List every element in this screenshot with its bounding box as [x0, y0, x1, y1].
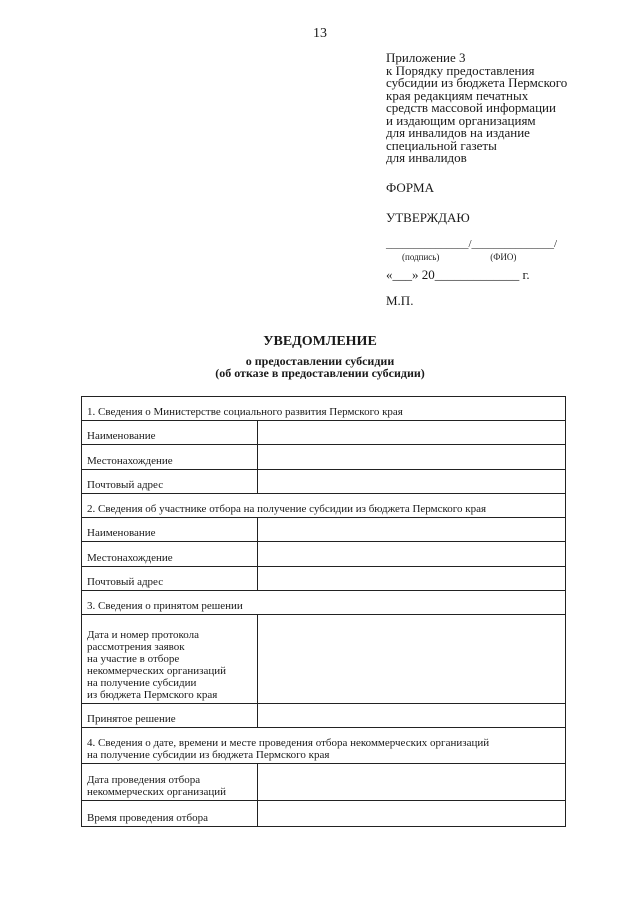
name-caption: (ФИО) [490, 252, 517, 262]
page-number: 13 [313, 26, 327, 41]
appendix-line: и издающим организациям [386, 112, 536, 128]
label-line: некоммерческих организаций [87, 665, 226, 677]
signature-caption: (подпись) [402, 252, 440, 262]
label-line: из бюджета Пермского края [87, 689, 218, 701]
field-value[interactable] [258, 764, 566, 801]
table-row [82, 615, 566, 704]
appendix-line: Приложение 3 [386, 50, 466, 65]
section-header: 3. Сведения о принятом решении [82, 591, 566, 615]
table-row [82, 542, 566, 567]
field-label: Наименование [82, 518, 258, 542]
approve-label: УТВЕРЖДАЮ [386, 210, 470, 225]
appendix-line: специальной газеты [386, 137, 497, 153]
signature-labels [402, 252, 516, 262]
label-line: рассмотрения заявок [87, 641, 185, 653]
date-line: «___» 20_____________ г. [386, 267, 530, 282]
field-value[interactable] [258, 445, 566, 470]
field-value[interactable] [258, 801, 566, 827]
field-label: Время проведения отбора [82, 801, 258, 827]
document-title: УВЕДОМЛЕНИЕ [263, 334, 377, 349]
field-value[interactable] [258, 470, 566, 494]
section-header: 1. Сведения о Министерстве социального развития Пермского края [82, 397, 566, 421]
field-label: Местонахождение [82, 542, 258, 567]
table-row [82, 801, 566, 827]
table-row [82, 764, 566, 801]
appendix-line: края редакциям печатных [386, 87, 529, 103]
appendix-header [386, 52, 626, 165]
appendix-line: для инвалидов [386, 150, 467, 165]
table-row [82, 470, 566, 494]
table-row [82, 728, 566, 764]
subtitle-line: о предоставлении субсидии [245, 354, 395, 368]
signature-line: _______________/_______________/ [386, 238, 558, 250]
field-value[interactable] [258, 615, 566, 704]
section-line: на получение субсидии из бюджета Пермского края [87, 749, 330, 761]
appendix-line: средств массовой информации [386, 100, 556, 115]
field-label: Почтовый адрес [82, 470, 258, 494]
table-row [82, 518, 566, 542]
table-row [82, 567, 566, 591]
notice-table [81, 396, 566, 827]
appendix-line: к Порядку предоставления [386, 62, 535, 78]
table-row [82, 494, 566, 518]
form-label: ФОРМА [386, 180, 434, 195]
label-line: на участие в отборе [87, 653, 180, 665]
field-value[interactable] [258, 421, 566, 445]
table-row [82, 421, 566, 445]
table-row [82, 591, 566, 615]
field-label: Принятое решение [82, 704, 258, 728]
field-value[interactable] [258, 542, 566, 567]
field-value[interactable] [258, 704, 566, 728]
field-label: Местонахождение [82, 445, 258, 470]
appendix-line: субсидии из бюджета Пермского [386, 75, 568, 90]
field-value[interactable] [258, 567, 566, 591]
field-label [82, 764, 258, 801]
section-header: 2. Сведения об участнике отбора на получение субсидии из бюджета Пермского края [82, 494, 566, 518]
section-header [82, 728, 566, 764]
label-line: на получение субсидии [87, 677, 197, 689]
field-label: Почтовый адрес [82, 567, 258, 591]
table-row [82, 704, 566, 728]
subtitle-line: (об отказе в предоставлении субсидии) [215, 366, 425, 380]
field-label [82, 615, 258, 704]
field-label: Наименование [82, 421, 258, 445]
section-line: 4. Сведения о дате, времени и месте проведения отбора некоммерческих организаций [87, 737, 490, 749]
document-subtitle [0, 355, 640, 379]
table-row [82, 445, 566, 470]
label-line: Дата проведения отбора [87, 774, 201, 786]
field-value[interactable] [258, 518, 566, 542]
label-line: Дата и номер протокола [87, 629, 199, 641]
stamp-label: М.П. [386, 293, 414, 308]
label-line: некоммерческих организаций [87, 786, 226, 798]
appendix-line: для инвалидов на издание [386, 125, 530, 140]
table-row [82, 397, 566, 421]
